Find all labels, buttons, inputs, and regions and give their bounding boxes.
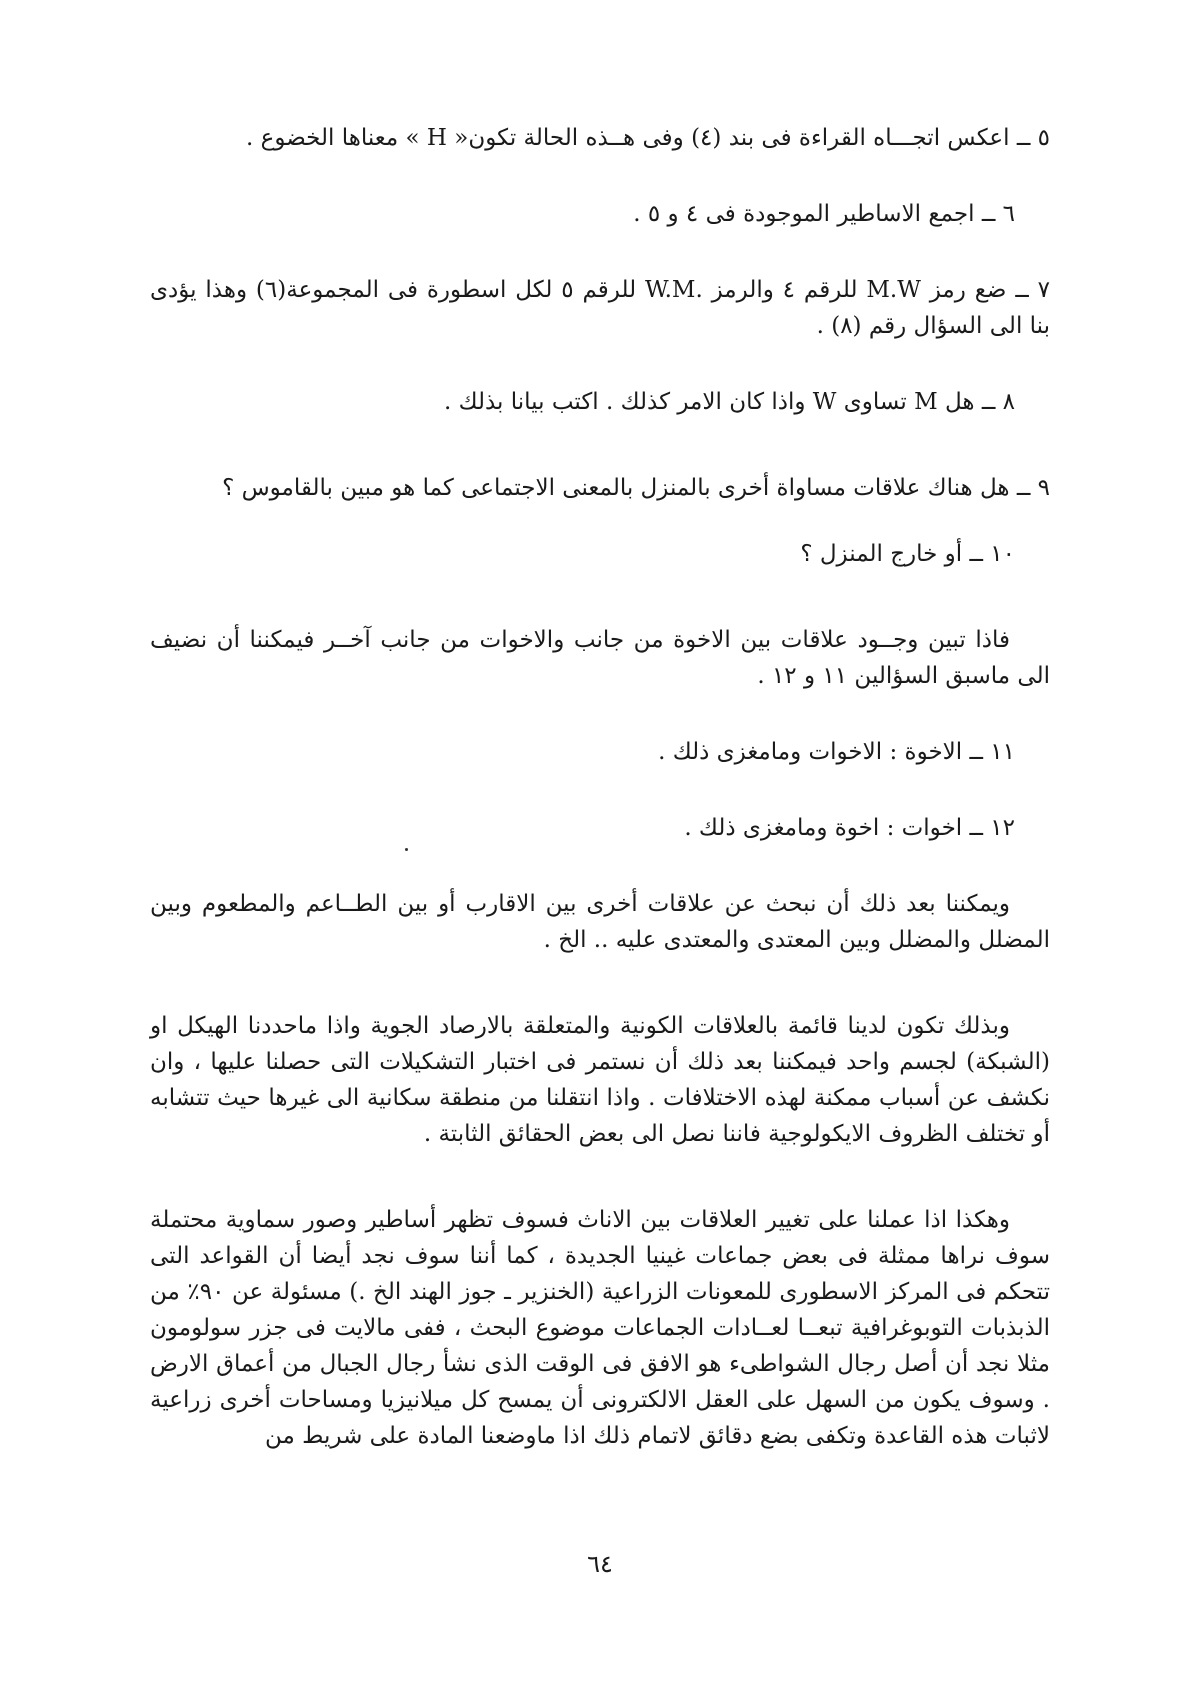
paragraph-relations: ويمكننا بعد ذلك أن نبحث عن علاقات أخرى بين الاقارب أو بين الطــاعم والمطعوم وبين المضلل والمضلل وبين المعتدى والمعتدى عليه .. الخ . <box>150 891 1050 953</box>
list-item-6: ٦ ــ اجمع الاساطير الموجودة فى ٤ و ٥ . <box>633 201 1015 227</box>
paragraph-cosmic: وبذلك تكون لدينا قائمة بالعلاقات الكونية والمتعلقة بالارصاد الجوية واذا ماحددنا الهيكل او (الشبكة) لجسم واحد فيمكننا بعد ذلك أن نستمر فى اختبار التشكيلات التى حصلنا عليها ، وان نكشف عن أسباب ممكنة لهذه الاختلافات . واذا انتقلنا من منطقة سكانية الى غيرها حيث تتشابه أو تختلف الظروف الايكولوجية فاننا نصل الى بعض الحقائق الثابتة . <box>150 1013 1050 1147</box>
paragraph-guinea: وهكذا اذا عملنا على تغيير العلاقات بين الاناث فسوف تظهر أساطير وصور سماوية محتملة سوف نراها ممثلة فى بعض جماعات غينيا الجديدة ، كما أننا سوف نجد أيضا أن القواعد التى تتحكم فى المركز الاسطورى للمعونات الزراعية (الخنزير ـ جوز الهند الخ .) مسئولة عن ٩٠٪ من الذبذبات التوبوغرافية تبعــا لعــادات الجماعات موضوع البحث ، ففى مالايت فى جزر سولومون مثلا نجد أن أصل رجال الشواطىء هو الافق فى الوقت الذى نشأ رجال الجبال من أعماق الارض . وسوف يكون من السهل على العقل الالكترونى أن يمسح كل ميلانيزيا ومساحات أخرى زراعية لاثبات هذه القاعدة وتكفى بضع دقائق لاتمام ذلك اذا ماوضعنا المادة على شريط من <box>150 1207 1051 1449</box>
list-item-10: ١٠ ــ أو خارج المنزل ؟ <box>800 541 1015 567</box>
list-item-5: ٥ ــ اعكس اتجـــاه القراءة فى بند (٤) وفى هــذه الحالة تكون« H » معناها الخضوع . <box>245 125 1050 151</box>
page-body <box>150 120 1050 1454</box>
list-item-12: ١٢ ــ اخوات : اخوة ومامغزى ذلك . <box>684 815 1015 841</box>
list-item-11: ١١ ــ الاخوة : الاخوات ومامغزى ذلك . <box>658 739 1015 765</box>
list-item-9: ٩ ــ هل هناك علاقات مساواة أخرى بالمنزل بالمعنى الاجتماعى كما هو مبين بالقاموس ؟ <box>222 475 1050 501</box>
list-item-8: ٨ ــ هل M تساوى W واذا كان الامر كذلك . اكتب بيانا بذلك . <box>443 389 1015 415</box>
page-number: ٦٤ <box>587 1550 613 1578</box>
paragraph-siblings: فاذا تبين وجــود علاقات بين الاخوة من جانب والاخوات من جانب آخــر فيمكننا أن نضيف الى ماسبق السؤالين ١١ و ١٢ . <box>150 627 1050 689</box>
list-item-7: ٧ ــ ضع رمز M.W للرقم ٤ والرمز .W.M للرقم ٥ لكل اسطورة فى المجموعة(٦) وهذا يؤدى بنا الى السؤال رقم (٨) . <box>150 277 1050 339</box>
ink-speck <box>405 848 408 851</box>
